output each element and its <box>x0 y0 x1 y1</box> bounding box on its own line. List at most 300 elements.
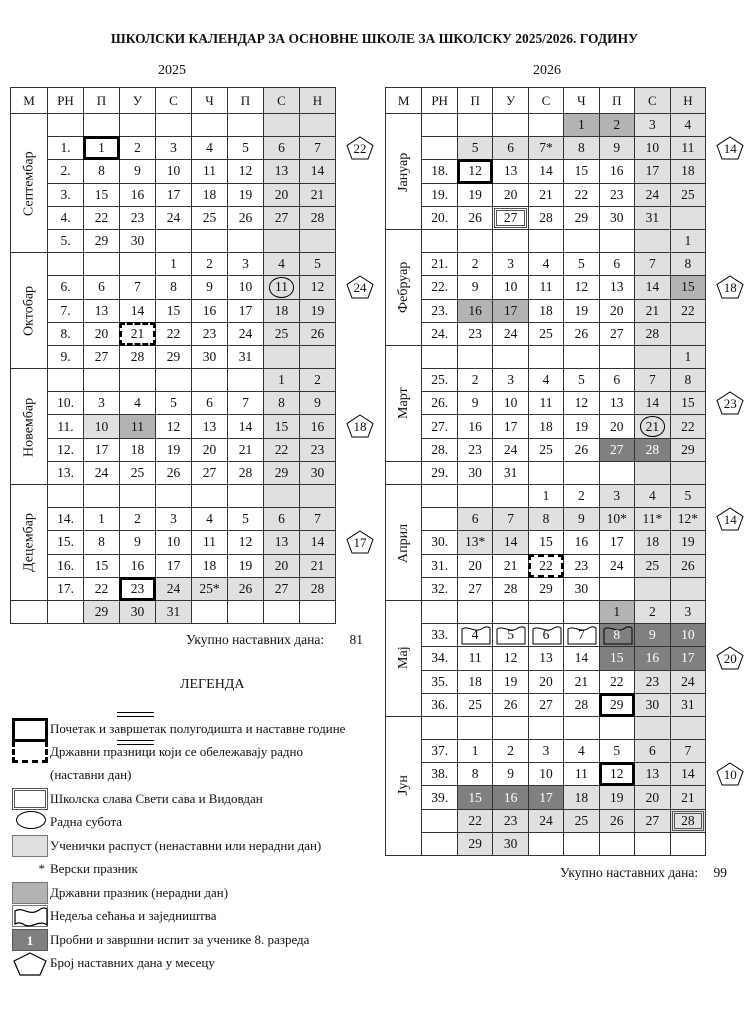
column-header: Ч <box>564 88 599 114</box>
day-number: 28 <box>310 580 325 596</box>
week-number <box>422 485 457 508</box>
day-number: 30 <box>610 209 624 225</box>
day-cell <box>670 647 706 670</box>
day-cell <box>670 438 706 461</box>
day-number: 25 <box>574 812 589 828</box>
day-number: 1 <box>98 140 105 156</box>
day-cell <box>120 137 156 160</box>
day-cell <box>228 531 264 554</box>
week-number: 11. <box>48 415 84 438</box>
day-number: 24 <box>681 673 695 689</box>
week-number: 27. <box>422 415 457 438</box>
week-number: 30. <box>422 531 457 554</box>
legend-text: Недеља сећања и заједништва <box>50 908 217 923</box>
day-cell <box>564 322 599 345</box>
day-cell <box>156 438 192 461</box>
day-number: 14 <box>310 163 325 179</box>
header-row <box>386 88 749 114</box>
day-cell <box>670 183 706 206</box>
day-number: 9 <box>577 511 585 527</box>
pentagon-cell <box>706 670 749 693</box>
day-number: 11 <box>468 650 482 666</box>
day-cell <box>599 670 635 693</box>
week-row <box>11 461 380 484</box>
day-number: 28 <box>681 812 695 828</box>
week-number <box>422 137 457 160</box>
day-number: 23 <box>503 812 518 828</box>
pentagon-cell <box>336 229 380 252</box>
day-number: 17 <box>503 418 518 434</box>
day-number: 25* <box>199 580 220 596</box>
day-cell <box>528 485 563 508</box>
day-number: 19 <box>681 534 695 550</box>
pentagon-cell <box>336 438 380 461</box>
day-number: 18 <box>681 163 695 179</box>
day-cell <box>635 137 671 160</box>
day-number: 5 <box>613 743 621 759</box>
day-number: 18 <box>274 302 289 318</box>
pentagon-cell <box>706 461 749 484</box>
week-number: 18. <box>422 160 457 183</box>
month-label <box>386 461 422 484</box>
day-cell <box>120 508 156 531</box>
day-cell <box>228 183 264 206</box>
day-cell <box>564 763 599 786</box>
day-cell <box>564 299 599 322</box>
day-cell <box>84 137 120 160</box>
pentagon-cell <box>706 740 749 763</box>
column-header: Ч <box>192 88 228 114</box>
day-number: 23 <box>130 209 145 225</box>
week-number: 34. <box>422 647 457 670</box>
day-number: 18 <box>202 557 217 573</box>
day-number: 10 <box>166 163 181 179</box>
legend-text: Школска слава Свети сава и Видовдан <box>50 791 263 806</box>
empty-cell <box>635 716 671 739</box>
day-cell <box>192 183 228 206</box>
day-cell <box>493 369 528 392</box>
day-number: 16 <box>468 418 482 434</box>
day-number: 8 <box>684 256 692 272</box>
day-cell <box>493 786 528 809</box>
day-number: 20 <box>539 673 553 689</box>
day-cell <box>528 137 563 160</box>
week-row <box>386 253 749 276</box>
day-number: 16 <box>503 789 518 805</box>
total-value: 81 <box>349 632 363 647</box>
month-label: Октобар <box>11 253 48 369</box>
day-cell <box>564 438 599 461</box>
pentagon-cell <box>706 345 749 368</box>
pentagon-cell <box>336 485 380 508</box>
day-cell <box>228 345 264 368</box>
day-number: 23 <box>610 186 624 202</box>
day-number: 23 <box>130 580 145 596</box>
day-number: 26 <box>610 812 624 828</box>
day-number: 7 <box>134 279 141 295</box>
day-number: 8 <box>471 766 479 782</box>
day-number: 15 <box>94 186 109 202</box>
day-cell <box>635 160 671 183</box>
empty-cell <box>564 716 599 739</box>
day-number: 5 <box>242 511 249 527</box>
day-cell <box>635 322 671 345</box>
day-number: 9 <box>471 395 479 411</box>
day-cell <box>192 253 228 276</box>
total-value: 99 <box>713 865 727 880</box>
month-label: Децембар <box>11 485 48 601</box>
day-cell <box>264 438 300 461</box>
month-label: Јун <box>386 716 422 855</box>
day-cell <box>599 485 635 508</box>
day-cell <box>300 438 336 461</box>
pentagon-cell <box>336 183 380 206</box>
day-number: 6 <box>613 372 621 388</box>
day-cell <box>493 276 528 299</box>
calendar-2025-table <box>10 87 380 624</box>
pentagon-cell <box>336 461 380 484</box>
month-label <box>11 600 48 623</box>
day-cell <box>156 183 192 206</box>
day-number: 30 <box>468 464 482 480</box>
day-number: 26 <box>574 325 589 341</box>
day-cell <box>599 322 635 345</box>
day-cell <box>599 276 635 299</box>
day-number: 27 <box>610 441 624 457</box>
empty-cell <box>528 716 563 739</box>
day-cell <box>84 206 120 229</box>
week-row <box>11 160 380 183</box>
day-cell <box>599 137 635 160</box>
day-cell <box>300 369 336 392</box>
day-number: 1 <box>684 348 692 364</box>
day-cell <box>635 276 671 299</box>
day-cell <box>228 461 264 484</box>
day-number: 14 <box>310 534 325 550</box>
day-number: 29 <box>468 835 482 851</box>
day-cell <box>635 485 671 508</box>
day-cell <box>457 392 493 415</box>
empty-cell <box>670 577 706 600</box>
week-row <box>11 253 380 276</box>
empty-cell <box>228 114 264 137</box>
day-number: 17 <box>166 557 181 573</box>
day-cell <box>599 369 635 392</box>
day-number: 14 <box>645 279 660 295</box>
week-number: 6. <box>48 276 84 299</box>
week-number: 12. <box>48 438 84 461</box>
day-cell <box>156 206 192 229</box>
day-cell <box>635 392 671 415</box>
week-number: 24. <box>422 322 457 345</box>
day-cell <box>156 577 192 600</box>
day-number: 10 <box>503 395 518 411</box>
year-2026-label: 2026 <box>533 63 561 78</box>
week-number <box>422 229 457 252</box>
day-cell <box>192 554 228 577</box>
day-number: 30 <box>130 233 145 249</box>
empty-cell <box>228 485 264 508</box>
day-cell <box>670 345 706 368</box>
teaching-days-pentagon <box>716 136 744 160</box>
day-cell <box>457 160 493 183</box>
day-cell <box>599 438 635 461</box>
day-cell <box>156 461 192 484</box>
pentagon-cell <box>706 206 749 229</box>
day-cell <box>564 206 599 229</box>
day-cell <box>493 763 528 786</box>
day-cell <box>635 299 671 322</box>
week-row <box>386 647 749 670</box>
day-number: 5 <box>314 256 321 272</box>
day-number: 28 <box>645 325 660 341</box>
day-cell <box>300 206 336 229</box>
day-cell <box>300 183 336 206</box>
day-cell <box>228 322 264 345</box>
day-cell <box>564 392 599 415</box>
day-cell <box>528 624 563 647</box>
empty-cell <box>120 253 156 276</box>
day-number: 25 <box>539 441 553 457</box>
day-number: 13 <box>94 302 109 318</box>
day-cell <box>120 206 156 229</box>
page-title: ШКОЛСКИ КАЛЕНДАР ЗА ОСНОВНЕ ШКОЛЕ ЗА ШКОЛСКУ 2025/2026. ГОДИНУ <box>110 31 639 46</box>
day-cell <box>300 508 336 531</box>
day-number: 11 <box>275 279 288 295</box>
day-number: 25 <box>274 325 289 341</box>
day-number: 8 <box>98 534 105 550</box>
week-row <box>11 554 380 577</box>
week-row <box>11 531 380 554</box>
day-number: 9 <box>134 163 141 179</box>
day-number: 2 <box>206 256 213 272</box>
day-cell <box>670 763 706 786</box>
week-row <box>386 160 749 183</box>
day-cell <box>599 508 635 531</box>
day-cell <box>192 461 228 484</box>
day-number: 18 <box>130 441 145 457</box>
day-number: 9 <box>648 627 656 643</box>
week-number: 10. <box>48 392 84 415</box>
empty-cell <box>493 600 528 623</box>
pentagon-cell <box>336 114 380 137</box>
teaching-days-pentagon <box>716 762 744 786</box>
pentagon-cell <box>336 369 380 392</box>
day-cell <box>635 600 671 623</box>
day-number: 17 <box>539 789 553 805</box>
column-header: Н <box>300 88 336 114</box>
day-number: 22 <box>574 186 589 202</box>
day-number: 28 <box>645 441 660 457</box>
week-number: 31. <box>422 554 457 577</box>
day-cell <box>156 299 192 322</box>
day-cell <box>120 392 156 415</box>
day-cell <box>457 183 493 206</box>
pentagon-cell <box>706 600 749 623</box>
teaching-days-count: 18 <box>723 279 737 295</box>
day-number: 3 <box>542 743 550 759</box>
day-cell <box>156 554 192 577</box>
empty-cell <box>493 716 528 739</box>
day-number: 3 <box>170 511 177 527</box>
day-number: 11 <box>203 534 216 550</box>
empty-cell <box>528 114 563 137</box>
day-cell <box>493 160 528 183</box>
day-number: 24 <box>238 325 253 341</box>
empty-cell <box>84 114 120 137</box>
day-number: 25 <box>645 557 660 573</box>
day-cell <box>192 438 228 461</box>
day-cell <box>670 809 706 832</box>
day-cell <box>228 392 264 415</box>
week-row <box>386 786 749 809</box>
week-number: 20. <box>422 206 457 229</box>
month-label: Септембар <box>11 114 48 253</box>
day-cell <box>457 253 493 276</box>
day-cell <box>564 624 599 647</box>
empty-cell <box>192 114 228 137</box>
gray-box-icon <box>12 882 48 904</box>
day-cell <box>564 485 599 508</box>
pentagon-cell <box>706 369 749 392</box>
day-cell <box>599 740 635 763</box>
calendar-2026-table <box>385 87 749 856</box>
week-row <box>386 299 749 322</box>
day-number: 3 <box>98 395 105 411</box>
column-header: С <box>264 88 300 114</box>
week-row <box>11 369 380 392</box>
day-number: 19 <box>574 302 589 318</box>
empty-cell <box>264 600 300 623</box>
day-cell <box>84 183 120 206</box>
day-cell <box>599 206 635 229</box>
empty-cell <box>670 832 706 855</box>
empty-cell <box>528 345 563 368</box>
day-number: 23 <box>310 441 325 457</box>
day-number: 20 <box>274 557 289 573</box>
week-row <box>386 600 749 623</box>
pentagon-cell <box>336 276 380 299</box>
day-cell <box>457 508 493 531</box>
day-number: 17 <box>645 163 660 179</box>
empty-cell <box>635 577 671 600</box>
light-gray-box-icon <box>12 835 48 857</box>
empty-cell <box>493 345 528 368</box>
empty-cell <box>564 229 599 252</box>
day-number: 3 <box>242 256 249 272</box>
week-row <box>11 600 380 623</box>
day-number: 23 <box>202 325 217 341</box>
day-number: 26 <box>468 209 482 225</box>
week-row <box>386 670 749 693</box>
teaching-days-pentagon <box>346 275 374 299</box>
day-cell <box>528 577 563 600</box>
week-number <box>48 114 84 137</box>
pentagon-cell <box>336 206 380 229</box>
day-number: 8 <box>577 140 585 156</box>
pentagon-cell <box>706 392 749 415</box>
day-cell <box>670 554 706 577</box>
empty-cell <box>493 114 528 137</box>
week-row <box>386 832 749 855</box>
week-row <box>386 508 749 531</box>
pentagon-cell <box>336 322 380 345</box>
day-number: 4 <box>278 256 285 272</box>
day-cell <box>528 508 563 531</box>
day-number: 10 <box>94 418 109 434</box>
day-cell <box>84 508 120 531</box>
day-number: 7 <box>648 256 656 272</box>
day-cell <box>493 438 528 461</box>
teaching-days-count: 18 <box>353 418 367 434</box>
day-number: 21 <box>503 557 518 573</box>
day-number: 27 <box>539 696 553 712</box>
pentagon-cell <box>706 832 749 855</box>
day-number: 31 <box>238 348 253 364</box>
month-label: Јануар <box>386 114 422 230</box>
empty-cell <box>635 229 671 252</box>
day-cell <box>564 740 599 763</box>
day-number: 13 <box>503 163 518 179</box>
day-number: 10 <box>166 534 181 550</box>
legend-text: Радна субота <box>50 814 123 829</box>
empty-cell <box>264 485 300 508</box>
day-number: 7 <box>242 395 249 411</box>
day-cell <box>670 160 706 183</box>
day-number: 5 <box>507 627 514 643</box>
week-row <box>386 322 749 345</box>
day-cell <box>300 322 336 345</box>
week-row <box>11 299 380 322</box>
pentagon-cell <box>706 554 749 577</box>
day-cell <box>564 647 599 670</box>
day-cell <box>156 345 192 368</box>
day-cell <box>192 577 228 600</box>
day-number: 3 <box>648 117 656 133</box>
week-row <box>386 114 749 137</box>
day-number: 15 <box>681 395 695 411</box>
total-days-2026 <box>560 865 727 881</box>
day-cell <box>528 763 563 786</box>
pentagon-cell <box>706 786 749 809</box>
day-cell <box>670 786 706 809</box>
day-number: 2 <box>471 372 479 388</box>
pentagon-cell <box>336 577 380 600</box>
week-number <box>422 600 457 623</box>
day-cell <box>528 206 563 229</box>
day-cell <box>120 554 156 577</box>
day-cell <box>528 253 563 276</box>
week-row <box>386 461 749 484</box>
day-number: 24 <box>539 812 553 828</box>
day-cell <box>457 577 493 600</box>
pentagon-cell <box>336 345 380 368</box>
column-header: М <box>386 88 422 114</box>
day-cell <box>564 253 599 276</box>
day-number: 14 <box>503 534 518 550</box>
pentagon-icon <box>12 952 48 974</box>
pentagon-cell <box>336 160 380 183</box>
day-number: 21 <box>645 418 660 434</box>
day-cell <box>84 577 120 600</box>
teaching-days-count: 10 <box>723 766 737 782</box>
empty-cell <box>300 600 336 623</box>
day-number: 24 <box>166 580 181 596</box>
day-number: 5 <box>471 140 479 156</box>
week-number: 14. <box>48 508 84 531</box>
teaching-days-count: 22 <box>353 140 367 156</box>
week-number <box>422 832 457 855</box>
